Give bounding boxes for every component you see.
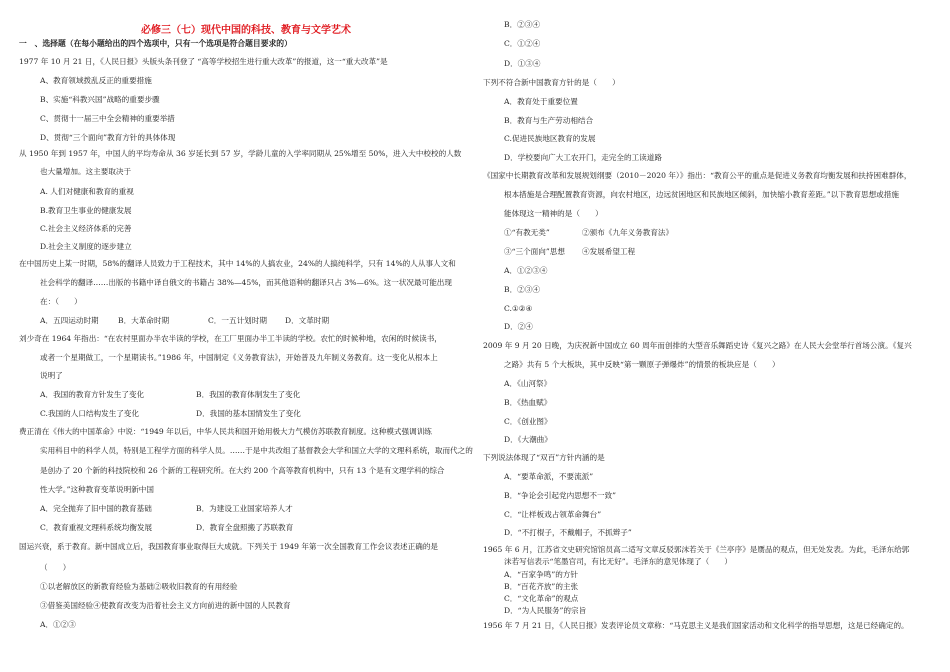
option-row: [40, 504, 293, 514]
option-d: D.社会主义制度的逐步建立: [40, 242, 132, 251]
question-stem-cont: 根本措施是合理配置教育资源，向农村地区，边远贫困地区和民族地区倾斜，加快缩小教育差距。”以下教育思想或措施: [504, 190, 899, 199]
question-stem: 下列不符合新中国教育方针的是（ ）: [483, 78, 620, 87]
option-b: B．大革命时期: [118, 316, 170, 325]
option-c: C.我国的人口结构发生了变化: [40, 409, 140, 418]
question-stem: 2009 年 9 月 20 日晚，为庆祝新中国成立 60 周年而创排的大型音乐舞蹈史诗《复兴之路》在人民大会堂举行首场公演。《复兴: [483, 341, 912, 350]
option-d: D．学校要向广大工农开门，走完全的工读道路: [504, 153, 662, 162]
statement-4: ④发展希望工程: [582, 247, 636, 256]
option-a: A．①②③④: [504, 266, 548, 275]
option-d: D．②④: [504, 322, 533, 331]
option-d: D．教育全盘照搬了苏联教育: [196, 523, 294, 532]
option-d: D．“为人民服务”的宗旨: [504, 606, 587, 615]
option-c: C．《创业图》: [504, 417, 552, 426]
option-c: C．“文化革命”的观点: [504, 594, 579, 603]
question-stem: 刘少奇在 1964 年指出：“在农村里面办半农半读的学校，在工厂里面办半工半读的学校。农忙的时候种地，农闲的时候读书，: [19, 334, 442, 343]
question-stem-cont: （ ）: [40, 563, 71, 572]
option-c: C．教育重视文理科系统均衡发展: [40, 523, 153, 532]
option-a: A．“百家争鸣”的方针: [504, 570, 578, 579]
question-stem-cont: 也大量增加。这主要取决于: [40, 167, 132, 176]
option-a: A．五四运动时期: [40, 316, 99, 325]
option-b: B、实施“科教兴国”战略的重要步骤: [40, 95, 160, 104]
question-stem-cont: 或者一个星期做工，一个星期读书。”1986 年，中国制定《义务教育法》，开始普及九年制义务教育。这一变化从根本上: [40, 353, 438, 362]
option-c: C、贯彻十一届三中全会精神的重要举措: [40, 114, 175, 123]
statement-items: [504, 247, 636, 257]
option-c: C.①②④: [504, 304, 533, 313]
option-d: D．文革时期: [285, 316, 330, 325]
question-stem: 从 1950 年到 1957 年，中国人的平均寿命从 36 岁延长到 57 岁，学龄儿童的入学率同期从 25%增至 50%，进入大中校校的人数: [19, 149, 462, 158]
question-stem: 国运兴衰，系于教育。新中国成立后，我国教育事业取得巨大成就。下列关于 1949 年第一次全国教育工作会议表述正确的是: [19, 542, 439, 551]
option-b: B．“争论会引起党内思想不一致”: [504, 491, 617, 500]
option-a: A．我国的教育方针发生了变化: [40, 390, 145, 399]
option-d: D、贯彻“三个面向”教育方针的具体体现: [40, 133, 176, 142]
question-stem-cont: 沫若写信表示“笔墨官司，有比无好”。毛泽东的意见体现了（ ）: [504, 557, 732, 566]
option-c: C.促进民族地区教育的发展: [504, 134, 596, 143]
option-c: C．一五计划时期: [208, 316, 267, 325]
option-a: A、教育领域拨乱反正的重要措施: [40, 76, 152, 85]
question-stem-cont: 之路》共有 5 个大板块，其中反映“第一颗原子弹爆炸”的情景的板块应是（ ）: [504, 360, 780, 369]
option-b: B．我国的教育体制发生了变化: [196, 390, 301, 399]
option-a: A. 人们对健康和教育的重视: [40, 187, 134, 196]
statement-items: [504, 228, 674, 238]
statement-items: ③借鉴美国经验④使教育改变为沿着社会主义方向前进的新中国的人民教育: [40, 601, 291, 610]
question-stem: 1977 年 10 月 21 日，《人民日报》头版头条刊登了 “高等学校招生进行重大改革”的报道，这一“重大改革”是: [19, 57, 388, 66]
option-c: C.社会主义经济体系的完善: [40, 224, 132, 233]
option-row: [40, 316, 330, 326]
option-b: B．“百花齐放”的主张: [504, 582, 579, 591]
option-a: A．①②③: [40, 620, 76, 629]
option-b: B．②③④: [504, 285, 540, 294]
option-a: A．《山河祭》: [504, 379, 552, 388]
option-b: B．《热血赋》: [504, 398, 552, 407]
question-stem: 《国家中长期教育改革和发展规划纲要（2010－2020 年）》指出：“教育公平的重点是促进义务教育均衡发展和扶持困难群体，: [483, 171, 912, 180]
statement-items: ①以老解放区的新教育经验为基础②吸收旧教育的有用经验: [40, 582, 238, 591]
question-stem: 下列说法体现了“双百”方针内涵的是: [483, 453, 605, 462]
option-d: D．“不打棍子，不戴帽子，不抓辫子”: [504, 528, 632, 537]
option-a: A．完全抛弃了旧中国的教育基础: [40, 504, 152, 513]
option-b: B．②③④: [504, 20, 540, 29]
option-d: D．《大潮曲》: [504, 435, 552, 444]
question-stem: 费正清在《伟大的中国革命》中说：“1949 年以后，中华人民共和国开始用极大力气模仿苏联教育制度。这种模式强调训练: [19, 427, 432, 436]
statement-3: ③“三个面向”思想: [504, 247, 565, 256]
question-stem-cont: 说明了: [40, 371, 63, 380]
section-heading: 一 、选择题（在每小题给出的四个选项中，只有一个选项是符合题目要求的）: [19, 39, 292, 48]
question-stem: 1956 年 7 月 21 日，《人民日报》发表评论员文章称：“马克思主义是我们国家活动和文化科学的指导思想，这是已经确定的。: [483, 621, 909, 630]
option-row: [40, 409, 301, 419]
option-b: B.教育卫生事业的健康发展: [40, 206, 132, 215]
option-c: C．①②④: [504, 39, 541, 48]
question-stem-cont: 社会科学的翻译……出版的书籍中译自俄文的书籍占 38%—45%，而其他语种的翻译只占 3%—6%。这一状况最可能出现: [40, 278, 452, 287]
question-stem: 1965 年 6 月，江苏省文史研究馆馆员高二适写文章反驳郭沫若关于《兰亭序》是赝品的观点，但无处发表。为此，毛泽东给郭: [483, 545, 910, 554]
page-title: 必修三（七）现代中国的科技、教育与文学艺术: [141, 25, 351, 36]
question-stem-cont: 在：（ ）: [40, 297, 82, 306]
option-c: C．“让样板戏占领革命舞台”: [504, 510, 602, 519]
option-row: [40, 523, 294, 533]
question-stem: 在中国历史上某一时期，58%的翻译人员致力于工程技术，其中 14%的人搞农业，24%的人搞纯科学，只有 14%的人从事人文和: [19, 259, 456, 268]
option-a: A．“要革命派，不要流派”: [504, 472, 594, 481]
question-stem-cont: 能体现这一精神的是（ ）: [504, 209, 603, 218]
statement-1: ①“有教无类”: [504, 228, 550, 237]
option-d: D．我国的基本国情发生了变化: [196, 409, 301, 418]
question-stem-cont: 实用科目中的科学人员，特别是工程学方面的科学人员。……于是中共改组了基督教会大学和国立大学的文理科系统，取而代之的: [40, 446, 473, 455]
option-a: A．教育处于重要位置: [504, 97, 578, 106]
option-b: B．教育与生产劳动相结合: [504, 116, 594, 125]
option-b: B．为建设工业国家培养人才: [196, 504, 293, 513]
question-stem-cont: 是创办了 20 个新的科技院校和 26 个新的工程研究所。在大约 200 个高等教育机构中，只有 13 个是有文理学科的综合: [40, 466, 445, 475]
option-row: [40, 390, 301, 400]
question-stem-cont: 性大学。”这种教育变革说明新中国: [40, 485, 154, 494]
option-d: D．①③④: [504, 59, 541, 68]
statement-2: ②颁布《九年义务教育法》: [582, 228, 674, 237]
